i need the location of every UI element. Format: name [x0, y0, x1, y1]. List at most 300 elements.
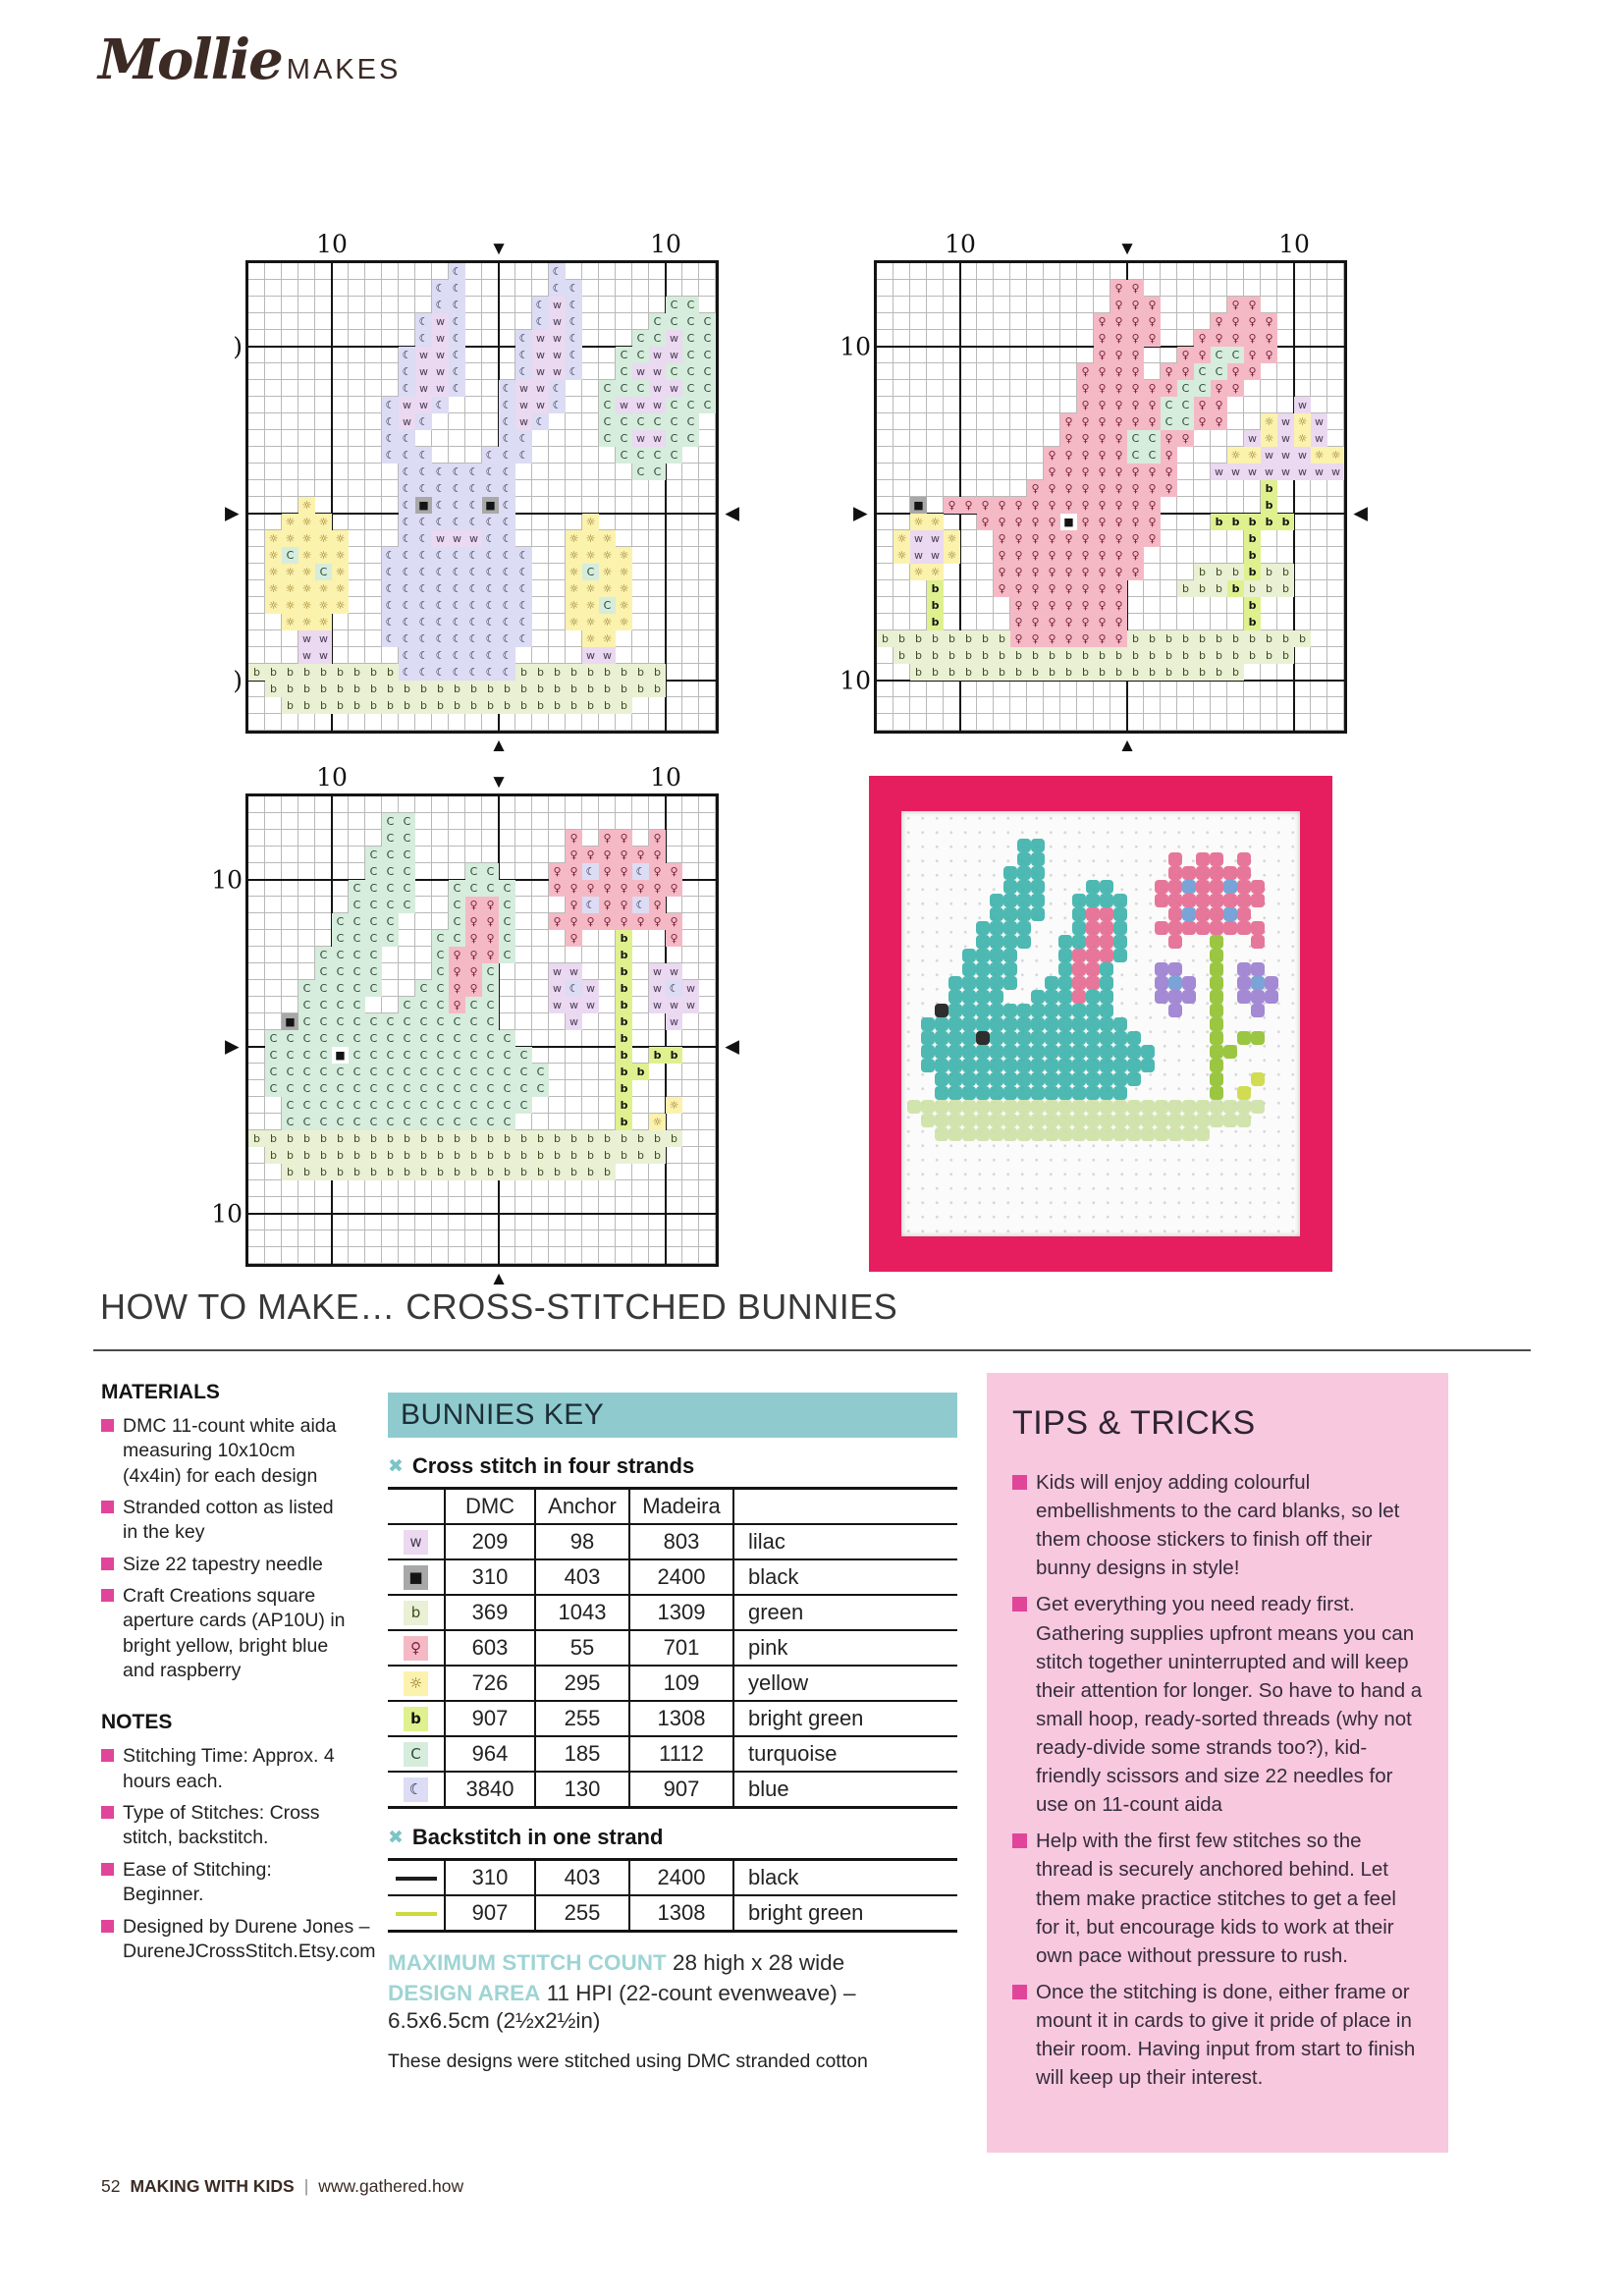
stitch-cell: b	[399, 1164, 415, 1180]
photo-stitch	[1223, 866, 1237, 880]
photo-stitch	[1072, 1127, 1086, 1141]
stitch-cell: b	[666, 1047, 682, 1064]
stitch-cell: C	[399, 1047, 415, 1064]
stitch-cell: ♀	[1077, 580, 1094, 597]
stitch-cell: ☾	[549, 280, 566, 297]
photo-stitch	[1031, 894, 1045, 907]
anchor-cell: 1043	[535, 1595, 629, 1630]
photo-stitch	[1003, 1114, 1017, 1127]
stitch-cell: ☾	[499, 413, 515, 430]
stitch-cell: C	[449, 1080, 465, 1097]
stitch-cell: ♀	[1027, 514, 1044, 530]
stitch-cell: C	[699, 363, 716, 380]
stitch-cell: ♀	[977, 514, 994, 530]
stitch-cell: C	[699, 347, 716, 363]
photo-stitch	[1113, 1031, 1127, 1045]
stitch-cell: b	[282, 1164, 298, 1180]
stitch-cell: b	[1194, 630, 1211, 647]
photo-stitch	[1003, 976, 1017, 990]
stitch-cell: ☼	[282, 530, 298, 547]
stitch-cell: ☼	[298, 530, 315, 547]
stitch-cell: b	[449, 1130, 465, 1147]
dmc-cell: 964	[445, 1736, 535, 1772]
materials-list	[101, 1414, 352, 1683]
stitch-cell: b	[994, 630, 1010, 647]
stitch-cell: C	[649, 464, 666, 480]
stitch-cell: b	[282, 697, 298, 714]
photo-stitch	[1017, 907, 1031, 921]
stitch-cell: C	[382, 1080, 399, 1097]
stitch-cell: C	[515, 1080, 532, 1097]
stitch-cell: b	[315, 1130, 332, 1147]
stitch-cell: b	[549, 1164, 566, 1180]
materials-title: MATERIALS	[101, 1381, 220, 1403]
stitch-cell: b	[616, 997, 632, 1013]
stitch-cell: ♀	[1027, 564, 1044, 580]
stitch-cell: w	[432, 313, 449, 330]
stitch-cell: ■	[282, 1013, 298, 1030]
photo-stitch	[1251, 976, 1265, 990]
stitch-cell: b	[977, 664, 994, 681]
chart-count-label: 10	[945, 230, 976, 258]
stitch-cell: C	[599, 430, 616, 447]
photo-stitch	[962, 1017, 976, 1031]
stitch-cell: ♀	[465, 980, 482, 997]
photo-stitch	[962, 1072, 976, 1086]
stitch-cell: ☾	[449, 297, 465, 313]
stitch-cell: ☼	[265, 597, 282, 614]
stitch-cell: ☾	[532, 297, 549, 313]
stitch-cell: b	[599, 1164, 616, 1180]
photo-stitch	[976, 1086, 990, 1100]
stitch-cell: ♀	[1211, 380, 1227, 397]
stitch-cell: ♀	[1144, 313, 1161, 330]
stitch-cell: C	[666, 430, 682, 447]
stitch-cell: b	[332, 681, 349, 697]
stitch-cell: w	[599, 647, 616, 664]
stitch-cell: C	[449, 1064, 465, 1080]
stitch-cell: ♀	[994, 564, 1010, 580]
photo-stitch	[976, 1031, 990, 1045]
key-row	[388, 1701, 957, 1736]
stitch-cell: ♀	[1044, 564, 1060, 580]
stitch-cell: w	[1261, 464, 1277, 480]
photo-stitch	[1223, 907, 1237, 921]
footer-separator: |	[303, 2176, 309, 2196]
stitch-cell: ☾	[465, 630, 482, 647]
stitch-cell: ♀	[1261, 347, 1277, 363]
stitch-cell: C	[265, 1080, 282, 1097]
stitch-cell: w	[532, 347, 549, 363]
stitch-cell: ☾	[432, 497, 449, 514]
stitch-cell: C	[599, 397, 616, 413]
stitch-cell: ☾	[566, 330, 582, 347]
photo-stitch	[1210, 921, 1223, 935]
stitch-cell: b	[1261, 480, 1277, 497]
symbol-cell	[388, 1860, 445, 1896]
photo-stitch	[1003, 1017, 1017, 1031]
stitch-cell: C	[382, 813, 399, 830]
photo-stitch	[1031, 1004, 1045, 1017]
stitch-cell: ☾	[465, 564, 482, 580]
stitch-cell: b	[927, 580, 944, 597]
stitch-cell: b	[1277, 514, 1294, 530]
photo-stitch	[990, 894, 1003, 907]
stitch-cell: ♀	[599, 897, 616, 913]
key-footnote: These designs were stitched using DMC stranded cotton	[388, 2050, 868, 2073]
stitch-cell: C	[349, 1047, 365, 1064]
photo-stitch	[1210, 935, 1223, 949]
stitch-cell: ☼	[616, 547, 632, 564]
stitch-cell: ♀	[582, 880, 599, 897]
anchor-cell: 255	[535, 1895, 629, 1932]
stitch-cell: b	[432, 1130, 449, 1147]
stitch-cell: ☾	[515, 597, 532, 614]
stitch-cell: C	[632, 347, 649, 363]
stitch-cell: ☾	[415, 480, 432, 497]
stitch-cell: ☾	[566, 363, 582, 380]
stitch-cell: ☾	[399, 363, 415, 380]
stitch-cell: b	[415, 1164, 432, 1180]
stitch-cell: ☾	[449, 614, 465, 630]
stitch-cell: b	[1077, 664, 1094, 681]
stitch-cell: b	[298, 681, 315, 697]
dmc-cell: 310	[445, 1559, 535, 1595]
stitch-cell: b	[265, 664, 282, 681]
madeira-cell: 907	[629, 1772, 733, 1808]
stitch-cell: ♀	[1110, 430, 1127, 447]
stitch-cell: C	[332, 1030, 349, 1047]
key-header-row	[388, 1489, 957, 1525]
stitch-cell: ♀	[649, 913, 666, 930]
photo-stitch	[921, 1017, 935, 1031]
photo-stitch-grid	[907, 825, 1292, 1210]
photo-stitch	[1155, 1127, 1168, 1141]
photo-stitch	[1058, 1059, 1072, 1072]
photo-stitch	[1127, 1059, 1141, 1072]
stitch-cell: b	[549, 664, 566, 681]
chart-count-label: )	[233, 666, 243, 695]
photo-stitch	[1017, 921, 1031, 935]
stitch-cell: ♀	[1227, 330, 1244, 347]
stitch-symbol-icon: w	[404, 1530, 428, 1555]
photo-stitch	[1210, 1100, 1223, 1114]
photo-stitch	[1127, 1072, 1141, 1086]
stitch-cell: C	[315, 1080, 332, 1097]
photo-stitch	[1100, 935, 1113, 949]
photo-stitch	[935, 1004, 948, 1017]
stitch-cell: C	[666, 413, 682, 430]
stitch-cell: C	[682, 430, 699, 447]
stitch-cell: b	[582, 697, 599, 714]
stitch-cell: b	[1044, 664, 1060, 681]
stitch-cell: b	[349, 1130, 365, 1147]
stitch-cell: C	[1177, 397, 1194, 413]
stitch-cell: ♀	[1094, 547, 1110, 564]
stitch-cell: w	[632, 430, 649, 447]
stitch-cell: b	[349, 664, 365, 681]
stitch-cell: C	[349, 897, 365, 913]
stitch-cell: ☾	[515, 630, 532, 647]
symbol-cell	[388, 1630, 445, 1666]
stitch-cell: b	[499, 1164, 515, 1180]
stitch-cell: b	[298, 1130, 315, 1147]
stitch-cell: b	[927, 630, 944, 647]
stitch-cell: ♀	[482, 947, 499, 963]
stitch-cell: C	[365, 847, 382, 863]
stitch-cell: C	[465, 1064, 482, 1080]
stitch-cell: ☾	[465, 647, 482, 664]
stitch-cell: w	[666, 963, 682, 980]
stitch-cell: b	[1144, 647, 1161, 664]
stitch-cell: w	[632, 363, 649, 380]
stitch-cell: ☼	[298, 597, 315, 614]
stitch-cell: b	[532, 697, 549, 714]
stitch-cell: ☾	[382, 413, 399, 430]
stitch-cell: b	[1077, 647, 1094, 664]
stitch-cell: ♀	[1227, 380, 1244, 397]
stitch-cell: ♀	[1110, 447, 1127, 464]
stitch-cell: ♀	[1077, 380, 1094, 397]
stitch-cell: C	[632, 380, 649, 397]
stitch-cell: ☼	[599, 630, 616, 647]
stitch-cell: ♀	[1244, 363, 1261, 380]
stitch-cell: b	[649, 1130, 666, 1147]
stitch-cell: C	[1177, 380, 1194, 397]
stitch-cell: w	[927, 547, 944, 564]
photo-stitch	[1251, 921, 1265, 935]
cross-stitch-table	[388, 1487, 957, 1809]
photo-stitch	[1196, 921, 1210, 935]
symbol-cell	[388, 1559, 445, 1595]
photo-stitch	[990, 1127, 1003, 1141]
photo-stitch	[1031, 1017, 1045, 1031]
stitch-cell: b	[566, 1147, 582, 1164]
bullet-square-icon	[101, 1419, 114, 1432]
stitch-cell: C	[682, 347, 699, 363]
photo-stitch	[1168, 1100, 1182, 1114]
stitch-cell: ♀	[666, 880, 682, 897]
stitch-cell: ♀	[1010, 597, 1027, 614]
stitch-cell: ♀	[1077, 363, 1094, 380]
stitch-cell: C	[415, 1097, 432, 1114]
stitch-cell: ♀	[1010, 530, 1027, 547]
photo-stitch	[1168, 852, 1182, 866]
stitch-cell: b	[1227, 514, 1244, 530]
bunnies-key-panel	[388, 1393, 957, 2073]
stitch-cell: ☼	[332, 530, 349, 547]
madeira-column-header: Madeira	[629, 1489, 733, 1525]
stitch-cell: w	[415, 363, 432, 380]
centre-marker-right-icon: ◀	[1353, 503, 1368, 524]
stitch-cell: C	[515, 1047, 532, 1064]
stitch-cell: ☾	[465, 514, 482, 530]
stitch-cell: ♀	[1110, 547, 1127, 564]
stitch-cell: w	[666, 347, 682, 363]
photo-stitch	[1058, 935, 1072, 949]
stitch-cell: ☼	[332, 580, 349, 597]
stitch-cell: ☾	[482, 630, 499, 647]
stitch-cell: ☼	[282, 564, 298, 580]
stitch-cell: ♀	[1211, 413, 1227, 430]
photo-stitch	[1003, 1127, 1017, 1141]
photo-stitch	[1058, 1031, 1072, 1045]
stitch-cell: b	[649, 681, 666, 697]
stitch-cell: ☼	[265, 564, 282, 580]
stitch-cell: w	[1311, 430, 1327, 447]
stitch-cell: ♀	[1161, 363, 1177, 380]
stitch-cell: ☾	[465, 597, 482, 614]
photo-stitch	[1113, 1045, 1127, 1059]
stitch-cell: ☾	[382, 430, 399, 447]
stitch-cell: C	[332, 980, 349, 997]
stitch-cell: C	[382, 897, 399, 913]
photo-stitch	[1017, 1086, 1031, 1100]
photo-stitch	[1155, 990, 1168, 1004]
photo-stitch	[990, 990, 1003, 1004]
stitch-cell: ♀	[1110, 397, 1127, 413]
stitch-cell: w	[1294, 447, 1311, 464]
photo-stitch	[935, 1059, 948, 1072]
stitch-cell: ☼	[616, 564, 632, 580]
stitch-cell: ☼	[1294, 413, 1311, 430]
stitch-cell: ☾	[499, 430, 515, 447]
stitch-cell: ♀	[449, 980, 465, 997]
stitch-cell: C	[399, 847, 415, 863]
stitch-cell: w	[682, 997, 699, 1013]
stitch-cell: b	[1194, 647, 1211, 664]
stitch-cell: w	[532, 363, 549, 380]
stitch-cell: w	[1211, 464, 1227, 480]
photo-stitch	[1003, 949, 1017, 962]
stitch-cell: w	[616, 397, 632, 413]
stitch-cell: ☾	[415, 464, 432, 480]
backstitch-table	[388, 1858, 957, 1933]
stitch-cell: ♀	[599, 830, 616, 847]
stitch-cell: ☾	[382, 564, 399, 580]
list-item-text: Get everything you need ready first. Gathering supplies upfront means you can stitch together uninterrupted and will keep their attention for longer. So have to hand a small hoop, ready-sorted threads (why not ready-divide some strands too?), kid-friendly scissors and size 22 needles for use on 11-count aida	[1036, 1593, 1423, 1817]
stitch-cell: b	[282, 1130, 298, 1147]
stitch-cell: C	[298, 997, 315, 1013]
stitch-cell: b	[1211, 647, 1227, 664]
stitch-cell: b	[1144, 630, 1161, 647]
photo-stitch	[976, 990, 990, 1004]
stitch-cell: b	[482, 1164, 499, 1180]
stitch-cell: ☾	[399, 347, 415, 363]
stitch-cell: ♀	[1010, 614, 1027, 630]
photo-stitch	[1086, 976, 1100, 990]
stitch-cell: ♀	[1127, 330, 1144, 347]
photo-stitch	[1155, 1100, 1168, 1114]
stitch-cell: b	[282, 664, 298, 681]
stitch-cell: b	[549, 681, 566, 697]
stitch-symbol-icon: ☼	[404, 1671, 428, 1696]
stitch-cell: C	[382, 1097, 399, 1114]
stitch-cell: ♀	[1077, 564, 1094, 580]
photo-stitch	[1100, 1004, 1113, 1017]
stitch-cell: w	[666, 380, 682, 397]
stitch-cell: C	[365, 1064, 382, 1080]
madeira-cell: 1112	[629, 1736, 733, 1772]
stitch-cell: ♀	[1010, 514, 1027, 530]
stitch-cell: C	[282, 1047, 298, 1064]
photo-stitch	[1210, 962, 1223, 976]
stitch-cell: ♀	[1127, 397, 1144, 413]
stitch-cell: ♀	[1060, 464, 1077, 480]
stitch-cell: ♀	[1077, 630, 1094, 647]
stitch-cell: C	[298, 1064, 315, 1080]
photo-stitch	[1017, 1004, 1031, 1017]
stitch-cell: ☾	[582, 897, 599, 913]
stitch-cell: ☼	[944, 530, 960, 547]
stitch-cell: b	[1194, 580, 1211, 597]
stitch-chart-pink-bunny	[839, 230, 1368, 756]
stitch-cell: C	[365, 1047, 382, 1064]
stitch-cell: ☾	[432, 397, 449, 413]
stitch-cell: ♀	[1161, 480, 1177, 497]
stitch-cell: b	[1277, 647, 1294, 664]
stitch-cell: C	[499, 1097, 515, 1114]
chart-count-label: 10	[839, 332, 871, 361]
stitch-cell: C	[482, 1030, 499, 1047]
stitch-cell: ☾	[399, 497, 415, 514]
stitch-cell: b	[1094, 664, 1110, 681]
stitch-cell: C	[399, 813, 415, 830]
stitch-cell: b	[1044, 647, 1060, 664]
stitch-cell: ♀	[465, 897, 482, 913]
stitch-cell: ♀	[616, 863, 632, 880]
stitch-cell: C	[282, 1080, 298, 1097]
centre-marker-top-icon: ▼	[489, 239, 509, 259]
photo-stitch	[1251, 1100, 1265, 1114]
stitch-cell: C	[1127, 447, 1144, 464]
stitch-cell: ☼	[944, 547, 960, 564]
stitch-cell: ♀	[1060, 597, 1077, 614]
stitch-cell: w	[582, 980, 599, 997]
stitch-cell: b	[944, 664, 960, 681]
stitch-cell: ♀	[1060, 413, 1077, 430]
photo-stitch	[1155, 921, 1168, 935]
photo-stitch	[1113, 907, 1127, 921]
stitch-cell: C	[382, 847, 399, 863]
stitch-symbol-icon: ☾	[404, 1777, 428, 1802]
stitch-cell: ☾	[432, 664, 449, 681]
stitch-cell: b	[566, 681, 582, 697]
list-item	[101, 1553, 352, 1577]
stitch-cell: C	[515, 1097, 532, 1114]
photo-stitch	[990, 1100, 1003, 1114]
photo-stitch	[1237, 990, 1251, 1004]
stitch-cell: C	[482, 1013, 499, 1030]
photo-stitch	[1017, 1127, 1031, 1141]
stitch-cell: C	[349, 980, 365, 997]
stitch-cell: w	[549, 330, 566, 347]
photo-stitch	[1003, 921, 1017, 935]
photo-stitch	[935, 1017, 948, 1031]
stitch-cell: ☾	[415, 313, 432, 330]
stitch-cell: ☼	[616, 597, 632, 614]
stitch-cell: w	[1277, 413, 1294, 430]
stitch-cell: ♀	[1094, 430, 1110, 447]
photo-stitch	[1237, 894, 1251, 907]
stitch-cell: ☼	[566, 597, 582, 614]
stitch-cell: b	[1261, 580, 1277, 597]
stitch-cell: ☼	[893, 547, 910, 564]
photo-stitch	[1058, 990, 1072, 1004]
photo-stitch	[976, 1059, 990, 1072]
photo-stitch	[948, 1072, 962, 1086]
stitch-cell: b	[298, 1147, 315, 1164]
